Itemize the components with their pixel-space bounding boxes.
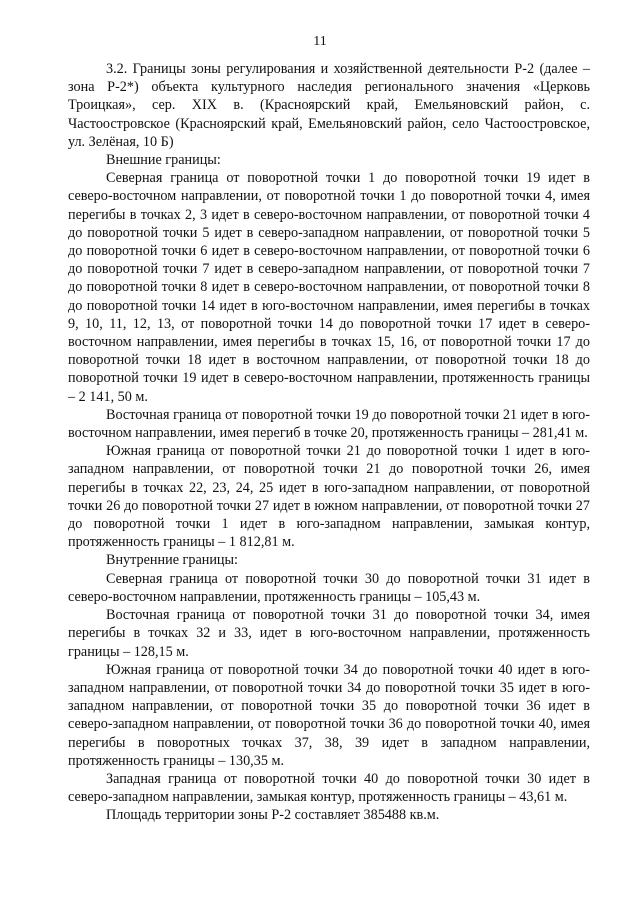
external-borders-subheading: Внешние границы: bbox=[106, 152, 221, 169]
section-heading-paragraph: 3.2. Границы зоны регулирования и хозяйственной деятельности Р-2 (далее – зона Р-2*) объекта культурного наследия регионального значения «Церковь Троицкая», сер. XIX в. (Красноярский край, Емельяновский район, с. Частоостровское (Красноярский край, Емельяновский район, село Частоостровское, ул. Зелёная, 10 Б) bbox=[68, 61, 590, 150]
internal-borders-subheading: Внутренние границы: bbox=[106, 552, 238, 569]
document-body bbox=[68, 60, 590, 825]
internal-north-border-paragraph: Северная граница от поворотной точки 30 до поворотной точки 31 идет в северо-восточном направлении, протяженность границы – 105,43 м. bbox=[68, 570, 590, 605]
internal-east-border-paragraph: Восточная граница от поворотной точки 31 до поворотной точки 34, имея перегибы в точках 32 и 33, идет в юго-восточном направлении, протяженность границы – 128,15 м. bbox=[68, 607, 590, 660]
internal-west-border-paragraph: Западная граница от поворотной точки 40 до поворотной точки 30 идет в северо-западном направлении, замыкая контур, протяженность границы – 43,61 м. bbox=[68, 770, 590, 806]
zone-area-paragraph: Площадь территории зоны Р-2 составляет 385488 кв.м. bbox=[106, 807, 440, 824]
internal-south-border-paragraph: Южная граница от поворотной точки 34 до поворотной точки 40 идет в юго-западном направлении, от поворотной точки 34 до поворотной точки 35 идет в юго-западном направлении, от поворотной точки 35 до поворотной точки 36 идет в северо-западном направлении, от поворотной точки 36 до поворотной точки 40, имея перегибы в поворотных точках 37, 38, 39 идет в западном направлении, протяженность границы – 130,35 м. bbox=[68, 661, 590, 769]
page-number: 11 bbox=[313, 34, 327, 49]
external-east-border-paragraph: Восточная граница от поворотной точки 19 до поворотной точки 21 идет в юго-восточном направлении, имея перегиб в точке 20, протяженность границы – 281,41 м. bbox=[68, 406, 590, 442]
external-north-border-paragraph: Северная граница от поворотной точки 1 до поворотной точки 19 идет в северо-восточном направлении, от поворотной точки 1 до поворотной точки 4, имея перегибы в точках 2, 3 идет в северо-восточном направлении, от поворотной точки 4 до поворотной точки 5 идет в северо-западном направлении, от поворотной точки 5 до поворотной точки 6 идет в северо-восточном направлении, от поворотной точки 6 до поворотной точки 7 идет в северо-западном направлении, от поворотной точки 7 до поворотной точки 8 идет в северо-восточном направлении, от поворотной точки 8 до поворотной точки 14 идет в юго-восточном направлении, имея перегибы в точках 9, 10, 11, 12, 13, от поворотной точки 14 до поворотной точки 17 идет в северо-восточном направлении, имея перегибы в точках 15, 16, от поворотной точки 17 до поворотной точки 18 идет в восточном направлении, от поворотной точки 18 до поворотной точки 19 идет в северо-восточном направлении, протяженность границы – 2 141, 50 м. bbox=[68, 170, 590, 405]
external-south-border-paragraph: Южная граница от поворотной точки 21 до поворотной точки 1 идет в юго-западном направлении, от поворотной точки 21 до поворотной точки 26, имея перегибы в точках 22, 23, 24, 25 идет в юго-западном направлении, от поворотной точки 26 до поворотной точки 27 идет в южном направлении, от поворотной точки 27 до поворотной точки 1 идет в юго-западном направлении, замыкая контур, протяженность границы – 1 812,81 м. bbox=[68, 443, 590, 551]
